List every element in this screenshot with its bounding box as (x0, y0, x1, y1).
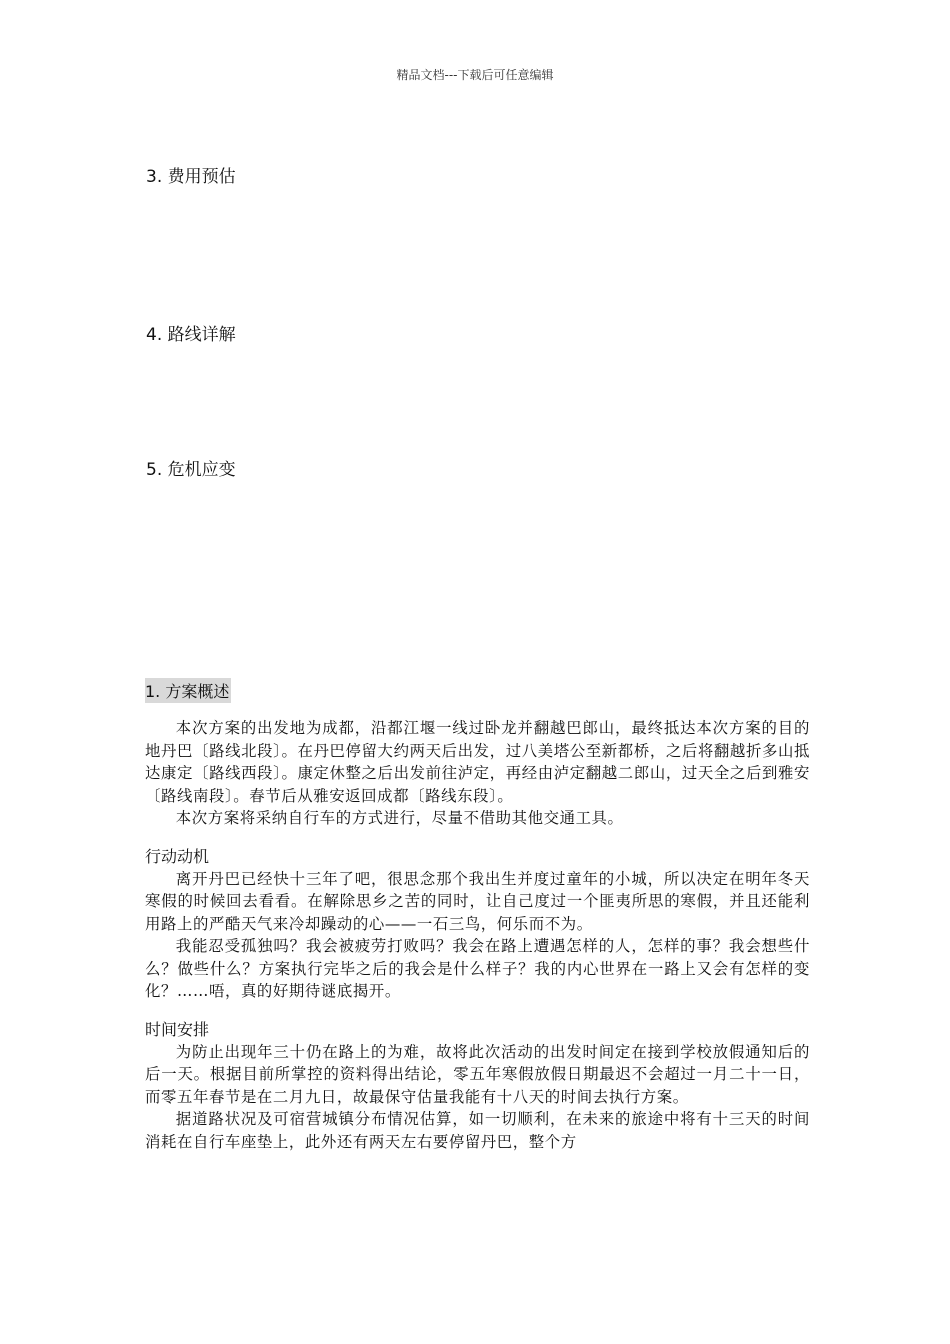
motive-paragraph-2: 我能忍受孤独吗？我会被疲劳打败吗？我会在路上遭遇怎样的人，怎样的事？我会想些什么？做些什么？方案执行完毕之后的我会是什么样子？我的内心世界在一路上又会有怎样的变化？……唔，真的好期待谜底揭开。 (145, 937, 810, 1000)
overview-title: 1. 方案概述 (145, 678, 231, 703)
schedule-title: 时间安排 (145, 1019, 210, 1039)
schedule-paragraph-1: 为防止出现年三十仍在路上的为难，故将此次活动的出发时间定在接到学校放假通知后的后一天。根据目前所掌控的资料得出结论，零五年寒假放假日期最迟不会超过一月二十一日，而零五年春节是在二月九日，故最保守估量我能有十八天的时间去执行方案。 (145, 1042, 810, 1106)
overview-paragraph-1: 本次方案的出发地为成都，沿都江堰一线过卧龙并翻越巴郎山，最终抵达本次方案的目的地丹巴〔路线北段〕。在丹巴停留大约两天后出发，过八美塔公至新都桥，之后将翻越折多山抵达康定〔路线西段〕。康定休整之后出发前往泸定，再经由泸定翻越二郎山，过天全之后到雅安〔路线南段〕。春节后从雅安返回成都〔路线东段〕。 (145, 719, 810, 805)
page-header: 精品文档---下载后可任意编辑 (396, 68, 554, 82)
body-section (145, 678, 810, 1153)
schedule-paragraph-2: 据道路状况及可宿营城镇分布情况估算，如一切顺利，在未来的旅途中将有十三天的时间消耗在自行车座垫上，此外还有两天左右要停留丹巴，整个方 (145, 1110, 810, 1151)
motive-title: 行动动机 (145, 846, 210, 866)
heading-route-detail: 4. 路线详解 (146, 325, 236, 345)
heading-crisis-response: 5. 危机应变 (146, 460, 236, 480)
motive-paragraph-1: 离开丹巴已经快十三年了吧，很思念那个我出生并度过童年的小城，所以决定在明年冬天寒假的时候回去看看。在解除思乡之苦的同时，让自己度过一个匪夷所思的寒假，并且还能利用路上的严酷天气来冷却躁动的心——一石三鸟，何乐而不为。 (145, 869, 810, 933)
heading-cost-estimate: 3. 费用预估 (146, 167, 236, 187)
overview-paragraph-2: 本次方案将采纳自行车的方式进行，尽量不借助其他交通工具。 (175, 809, 624, 827)
